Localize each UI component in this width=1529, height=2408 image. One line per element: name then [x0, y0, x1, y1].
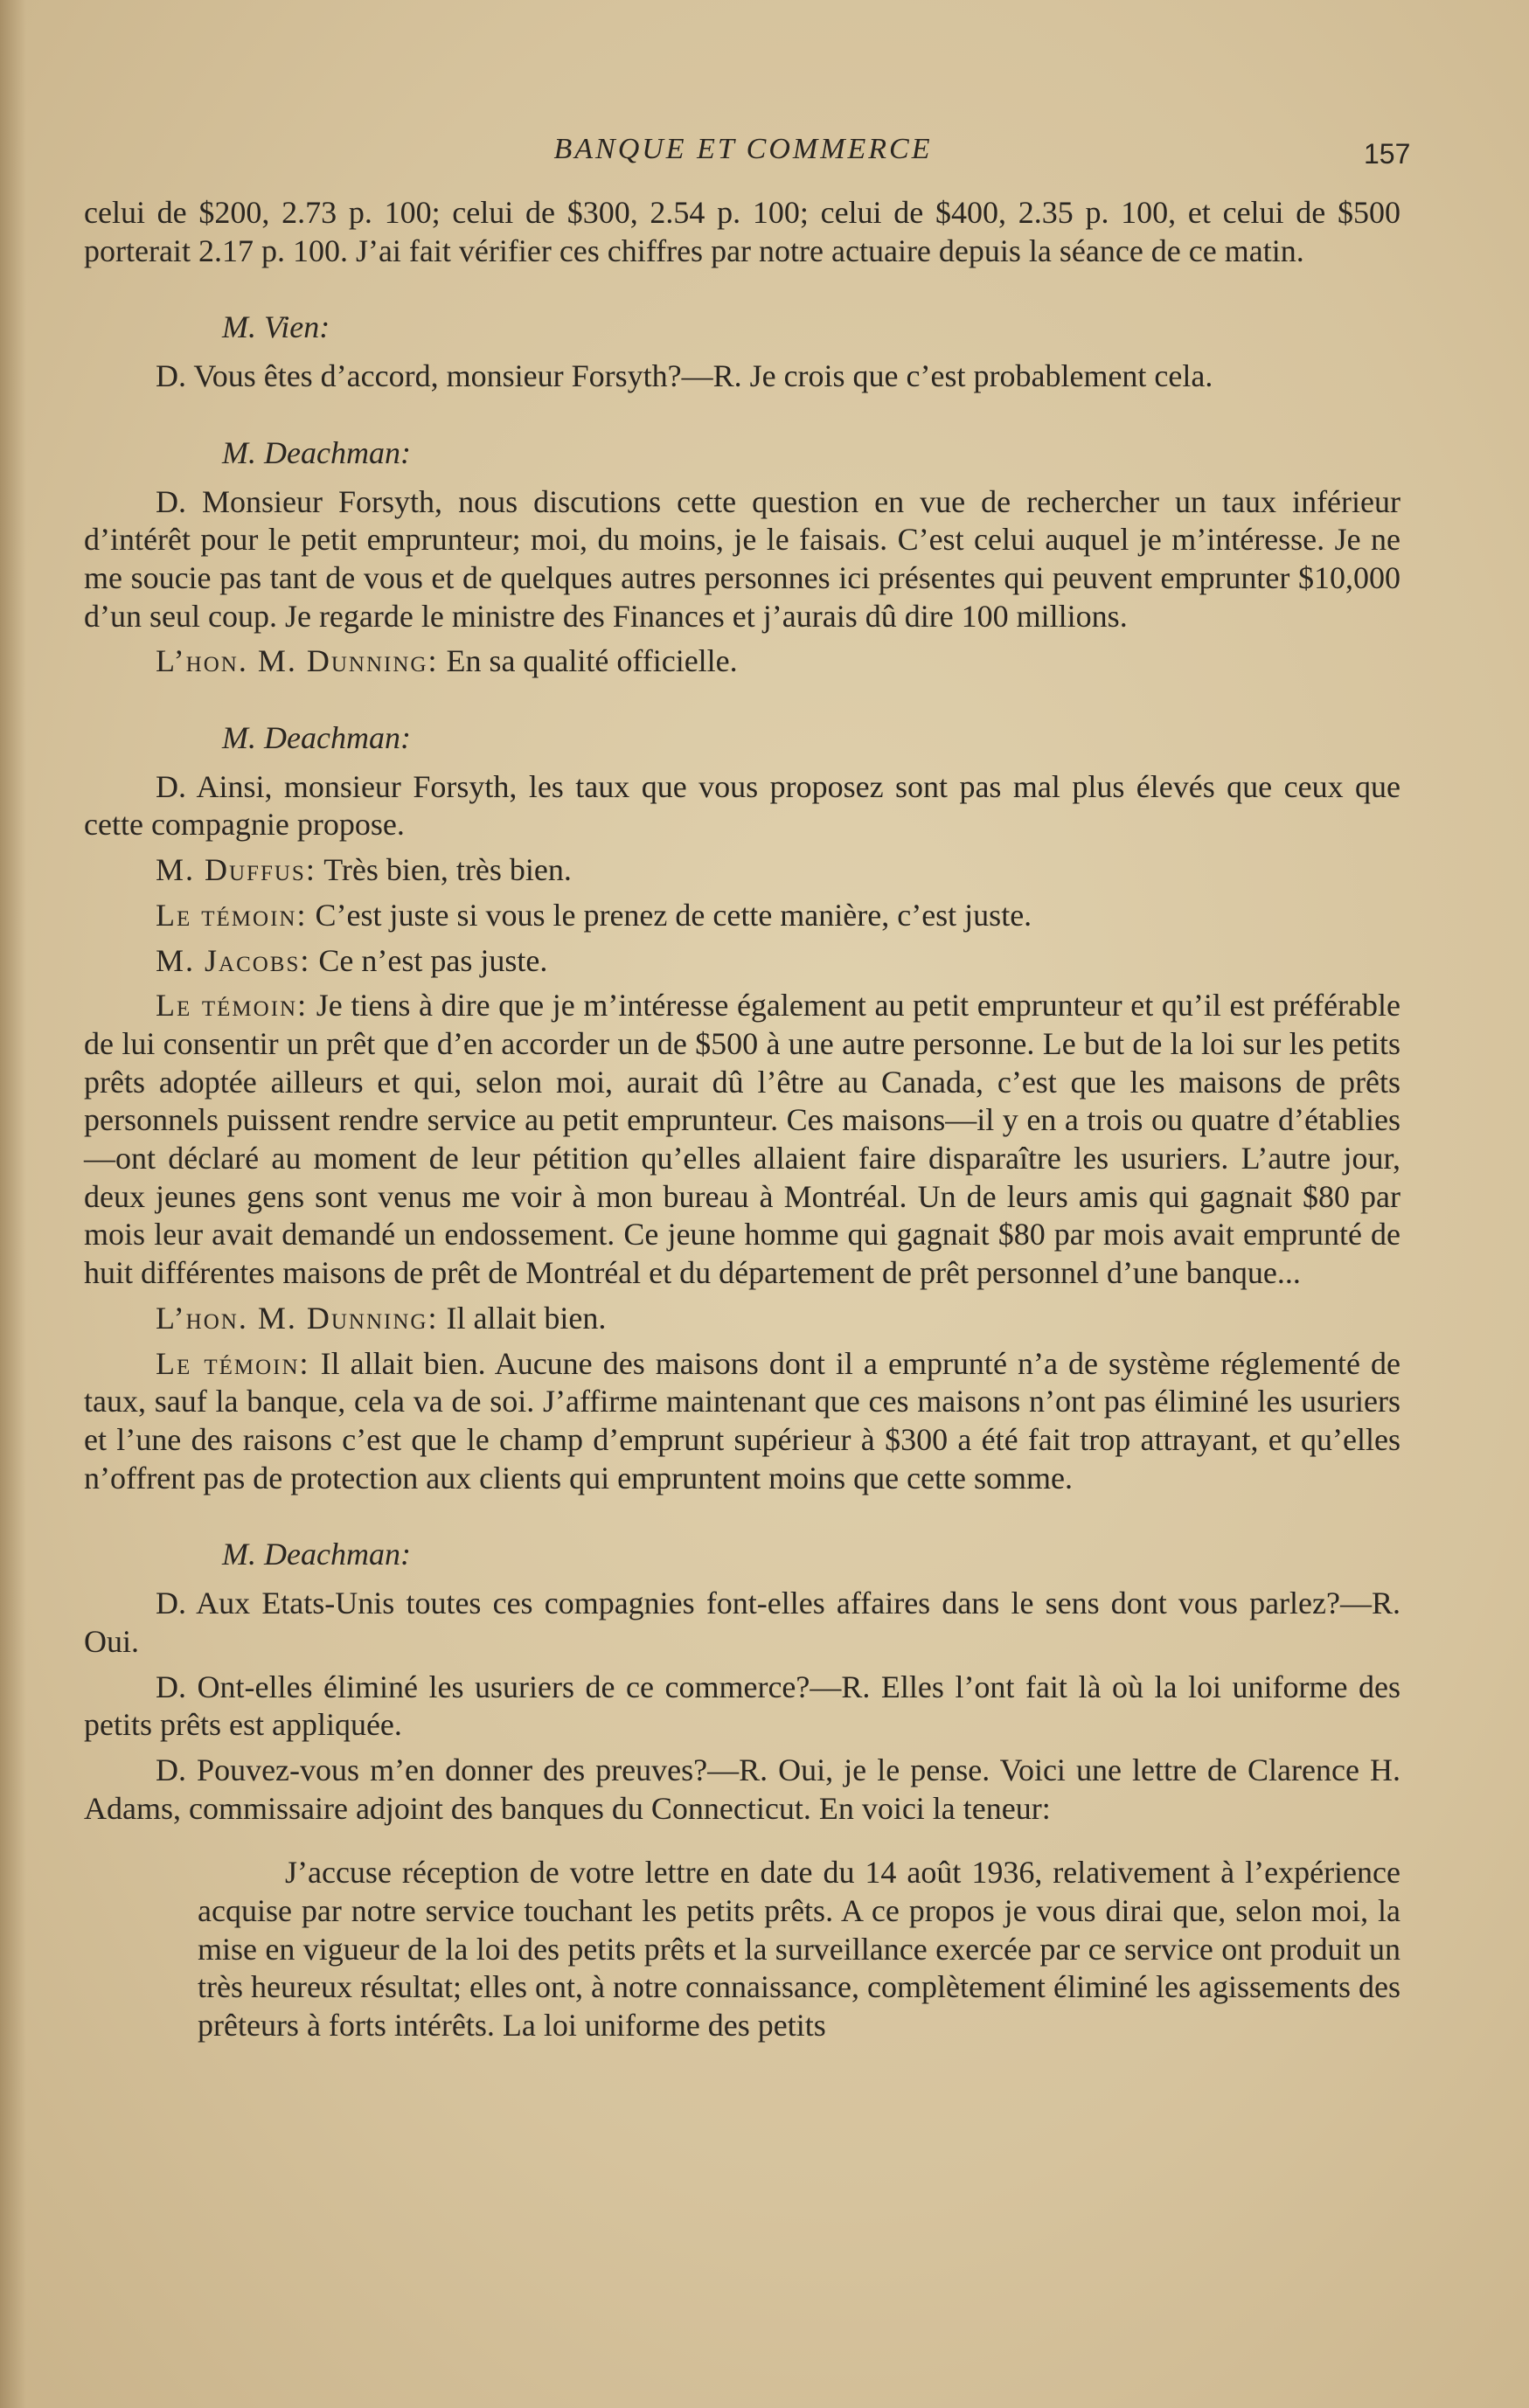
paragraph	[84, 942, 1400, 981]
paragraph	[84, 1300, 1400, 1338]
speaker-name: Le témoin:	[156, 988, 309, 1024]
speaker-heading: M. Vien:	[222, 309, 330, 345]
paragraph	[84, 1345, 1400, 1498]
paragraph-text: Il allait bien. Aucune des maisons dont il a emprunté n’a de système réglementé de taux, sauf la banque, cela va de soi. J’affirme maintenant que ces maisons n’ont pas éliminé les usuriers et l’une des raisons c’est que le champ d’emprunt supérieur à $300 a été fait trop attrayant, et qu’elles n’offrent pas de protection aux clients qui empruntent moins que cette somme.	[84, 1345, 1401, 1495]
speaker-heading: M. Deachman:	[222, 1537, 411, 1572]
paragraph: D. Vous êtes d’accord, monsieur Forsyth?—R. Je crois que c’est probablement cela.	[156, 358, 1213, 394]
speaker-name: M. Duffus:	[156, 852, 316, 888]
paragraph-text: Très bien, très bien.	[316, 852, 572, 888]
page-body	[84, 194, 1400, 2045]
paragraph: D. Pouvez-vous m’en donner des preuves?—R. Oui, je le pense. Voici une lettre de Clarence H. Adams, commissaire adjoint des banques du Connecticut. En voici la teneur:	[84, 1752, 1400, 1826]
paragraph: D. Ont-elles éliminé les usuriers de ce commerce?—R. Elles l’ont fait là où la loi uniforme des petits prêts est appliquée.	[84, 1669, 1400, 1743]
paragraph	[84, 642, 1400, 681]
paragraph-text: Je tiens à dire que je m’intéresse également au petit emprunteur et qu’il est préférable de lui consentir un prêt que d’en accorder un de $500 à une autre personne. Le but de la loi sur les petits prêts adoptée ailleurs et qui, selon moi, aurait dû l’être au Canada, c’est que les maisons de prêts personnels puissent rendre service au petit emprunteur. Ces maisons—il y en a trois ou quatre d’établies—ont déclaré au moment de leur pétition qu’elles allaient faire disparaître les usuriers. L’autre jour, deux jeunes gens sont venus me voir à mon bureau à Montréal. Un de leurs amis qui gagnait $80 par mois leur avait demandé un endossement. Ce jeune homme qui gagnait $80 par mois avait emprunté de huit différentes maisons de prêt de Montréal et du département de prêt personnel d’une banque...	[84, 988, 1401, 1291]
running-header: BANQUE ET COMMERCE	[553, 133, 933, 165]
speaker-heading: M. Deachman:	[222, 434, 411, 470]
paragraph-text: C’est juste si vous le prenez de cette manière, c’est juste.	[307, 897, 1032, 933]
speaker-name: Le témoin:	[156, 1345, 310, 1381]
paragraph	[84, 897, 1400, 935]
paragraph	[84, 987, 1400, 1293]
quoted-letter: J’accuse réception de votre lettre en date du 14 août 1936, relativement à l’expérience acquise par notre service touchant les petits prêts. A ce propos je vous dirai que, selon moi, la mise en vigueur de la loi des petits prêts et la surveillance exercée par ce service ont produit un très heureux résultat; elles ont, à notre connaissance, complètement éliminé les agissements des prêteurs à forts intérêts. La loi uniforme des petits	[198, 1855, 1400, 2044]
paragraph-text: En sa qualité officielle.	[438, 643, 738, 679]
paragraph: D. Aux Etats-Unis toutes ces compagnies font-elles affaires dans le sens dont vous parlez?—R. Oui.	[84, 1586, 1400, 1659]
paragraph: D. Ainsi, monsieur Forsyth, les taux que vous proposez sont pas mal plus élevés que ceux que cette compagnie propose.	[84, 768, 1400, 843]
paragraph: D. Monsieur Forsyth, nous discutions cette question en vue de rechercher un taux inférieur d’intérêt pour le petit emprunteur; moi, du moins, je le faisais. C’est celui auquel je m’intéresse. Je ne me soucie pas tant de vous et de quelques autres personnes ici présentes qui peuvent emprunter $10,000 d’un seul coup. Je regarde le ministre des Finances et j’aurais dû dire 100 millions.	[84, 483, 1400, 634]
paragraph	[84, 851, 1400, 890]
page-number: 157	[1364, 138, 1411, 170]
page-binding-shadow	[0, 0, 26, 2408]
speaker-name: L’hon. M. Dunning:	[156, 1300, 439, 1336]
speaker-name: Le témoin:	[156, 897, 308, 933]
paragraph: celui de $200, 2.73 p. 100; celui de $300, 2.54 p. 100; celui de $400, 2.35 p. 100, et celui de $500 porterait 2.17 p. 100. J’ai fait vérifier ces chiffres par notre actuaire depuis la séance de ce matin.	[84, 195, 1400, 268]
speaker-name: L’hon. M. Dunning:	[156, 643, 439, 679]
speaker-heading: M. Deachman:	[222, 720, 411, 756]
paragraph-text: Ce n’est pas juste.	[310, 942, 548, 978]
paragraph-text: Il allait bien.	[438, 1300, 607, 1336]
speaker-name: M. Jacobs:	[156, 942, 311, 978]
